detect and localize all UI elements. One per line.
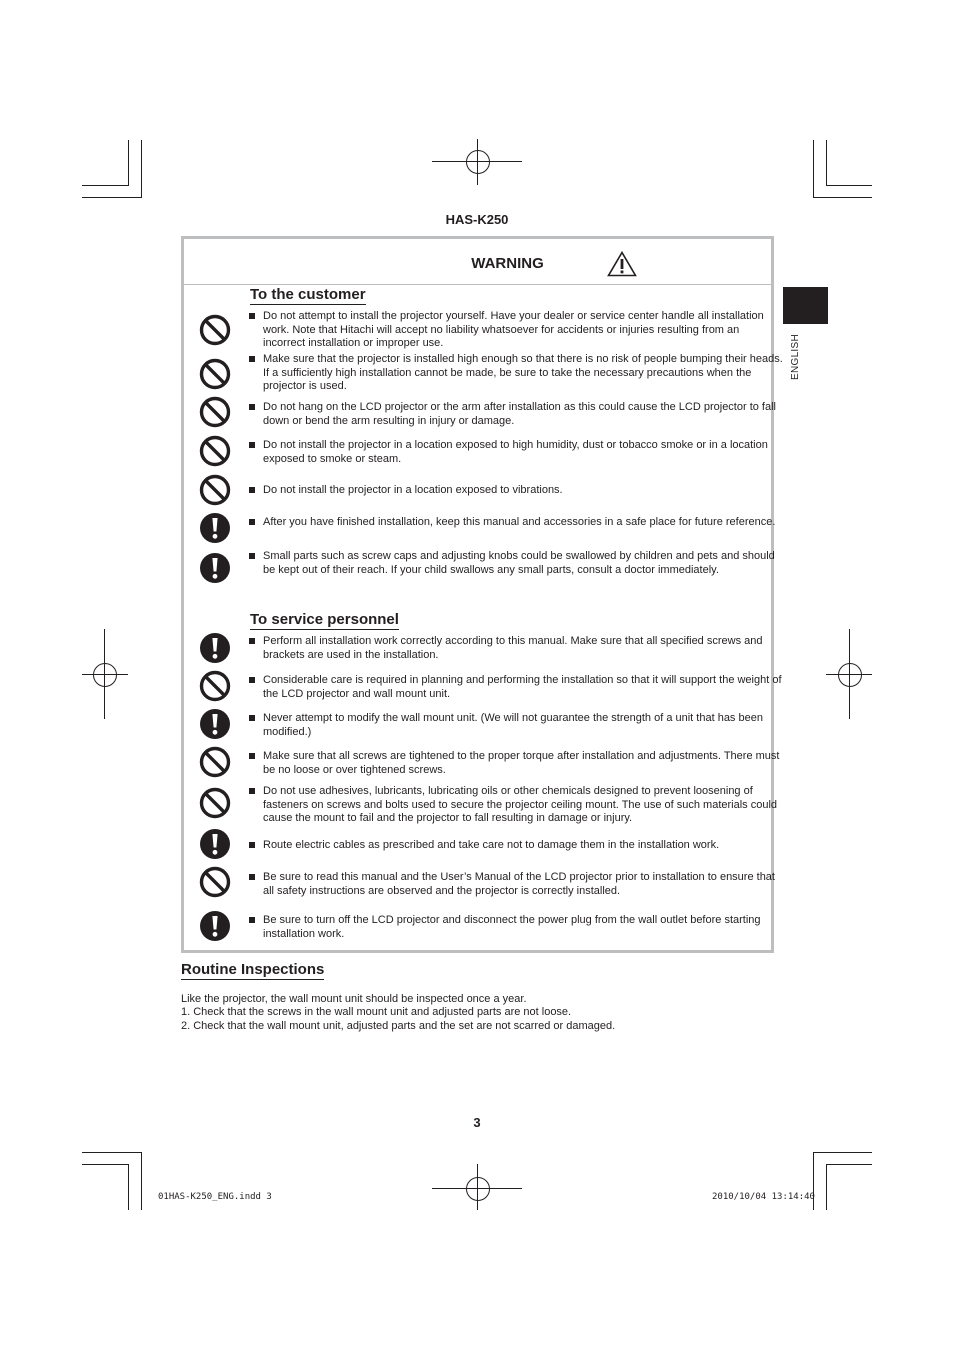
section-heading-service: To service personnel <box>250 611 399 628</box>
mandatory-icon <box>199 632 231 664</box>
bullet <box>249 842 255 848</box>
mandatory-icon <box>199 552 231 584</box>
routine-line: 1. Check that the screws in the wall mount unit and adjusted parts are not loose. <box>181 1006 572 1018</box>
warning-item <box>249 785 783 826</box>
bullet <box>249 487 255 493</box>
warning-item-text: Small parts such as screw caps and adjusting knobs could be swallowed by children and pets and should be kept out of their reach. If your child swallows any small parts, consult a doctor immediately. <box>263 550 775 576</box>
routine-heading: Routine Inspections <box>181 961 325 978</box>
mandatory-icon <box>199 910 231 942</box>
warning-item-text: Do not install the projector in a location exposed to high humidity, dust or tobacco smoke or in a location exposed to smoke or steam. <box>263 439 768 465</box>
routine-line: 2. Check that the wall mount unit, adjusted parts and the set are not scarred or damaged. <box>181 1020 616 1032</box>
warning-item-text: Never attempt to modify the wall mount unit. (We will not guarantee the strength of a unit that has been modified.) <box>263 712 763 738</box>
prohibition-icon <box>199 474 231 506</box>
bullet <box>249 638 255 644</box>
warning-item <box>249 516 783 530</box>
prohibition-icon <box>199 787 231 819</box>
warning-item-text: After you have finished installation, keep this manual and accessories in a safe place for future reference. <box>263 516 776 528</box>
warning-item <box>249 674 783 701</box>
warning-item <box>249 839 783 853</box>
warning-item-text: Do not attempt to install the projector yourself. Have your dealer or service center handle all installation work. Note that Hitachi will accept no liability whatsoever for accidents or injuries resulting from an incorrect installation or improper use. <box>263 310 764 350</box>
warning-item <box>249 871 783 898</box>
footer-filename: 01HAS-K250_ENG.indd 3 <box>158 1192 272 1202</box>
warning-title: WARNING <box>471 255 544 272</box>
bullet <box>249 313 255 319</box>
warning-header <box>184 239 771 285</box>
warning-item <box>249 439 783 466</box>
page-number: 3 <box>473 1115 481 1130</box>
warning-item <box>249 914 783 941</box>
warning-item-text: Route electric cables as prescribed and take care not to damage them in the installation work. <box>263 839 720 851</box>
bullet <box>249 874 255 880</box>
bullet <box>249 404 255 410</box>
prohibition-icon <box>199 670 231 702</box>
warning-item <box>249 550 783 577</box>
warning-item-text: Make sure that the projector is installed high enough so that there is no risk of people bumping their heads. If a sufficiently high installation cannot be made, be sure to take the necessary precautions when the projector is used. <box>263 353 783 393</box>
warning-item-text: Do not use adhesives, lubricants, lubricating oils or other chemicals designed to prevent loosening of fasteners on screws and bolts used to secure the projector ceiling mount. The use of such materials could cause the mount to fail and the projector to fall resulting in damage or injury. <box>263 785 778 825</box>
mandatory-icon <box>199 828 231 860</box>
routine-line: Like the projector, the wall mount unit should be inspected once a year. <box>181 993 527 1005</box>
warning-item-text: Considerable care is required in planning and performing the installation so that it will support the weight of the LCD projector and wall mount unit. <box>263 674 782 700</box>
bullet <box>249 553 255 559</box>
warning-item <box>249 484 783 498</box>
bullet <box>249 788 255 794</box>
language-tab <box>783 287 828 324</box>
language-label: ENGLISH <box>790 333 801 380</box>
warning-item <box>249 353 783 394</box>
warning-item <box>249 750 783 777</box>
bullet <box>249 677 255 683</box>
prohibition-icon <box>199 746 231 778</box>
warning-item <box>249 401 783 428</box>
prohibition-icon <box>199 358 231 390</box>
mandatory-icon <box>199 512 231 544</box>
prohibition-icon <box>199 866 231 898</box>
bullet <box>249 356 255 362</box>
warning-item-text: Be sure to read this manual and the User’s Manual of the LCD projector prior to installation to ensure that all safety instructions are observed and the projector is correctly installed. <box>263 871 775 897</box>
warning-item <box>249 635 783 662</box>
bullet <box>249 753 255 759</box>
section-heading-customer: To the customer <box>250 286 366 303</box>
prohibition-icon <box>199 314 231 346</box>
warning-item-text: Perform all installation work correctly according to this manual. Make sure that all specified screws and brackets are used in the installation. <box>263 635 763 661</box>
bullet <box>249 715 255 721</box>
bullet <box>249 442 255 448</box>
warning-item <box>249 712 783 739</box>
bullet <box>249 519 255 525</box>
mandatory-icon <box>199 708 231 740</box>
warning-item <box>249 310 783 351</box>
warning-item-text: Make sure that all screws are tightened to the proper torque after installation and adjustments. There must be no loose or over tightened screws. <box>263 750 780 776</box>
footer-timestamp: 2010/10/04 13:14:40 <box>712 1192 815 1202</box>
model-title: HAS-K250 <box>445 212 509 227</box>
warning-item-text: Do not install the projector in a location exposed to vibrations. <box>263 484 563 496</box>
warning-item-text: Do not hang on the LCD projector or the arm after installation as this could cause the LCD projector to fall down or bend the arm resulting in injury or damage. <box>263 401 776 427</box>
prohibition-icon <box>199 435 231 467</box>
warning-item-text: Be sure to turn off the LCD projector and disconnect the power plug from the wall outlet before starting installation work. <box>263 914 761 940</box>
prohibition-icon <box>199 396 231 428</box>
bullet <box>249 917 255 923</box>
